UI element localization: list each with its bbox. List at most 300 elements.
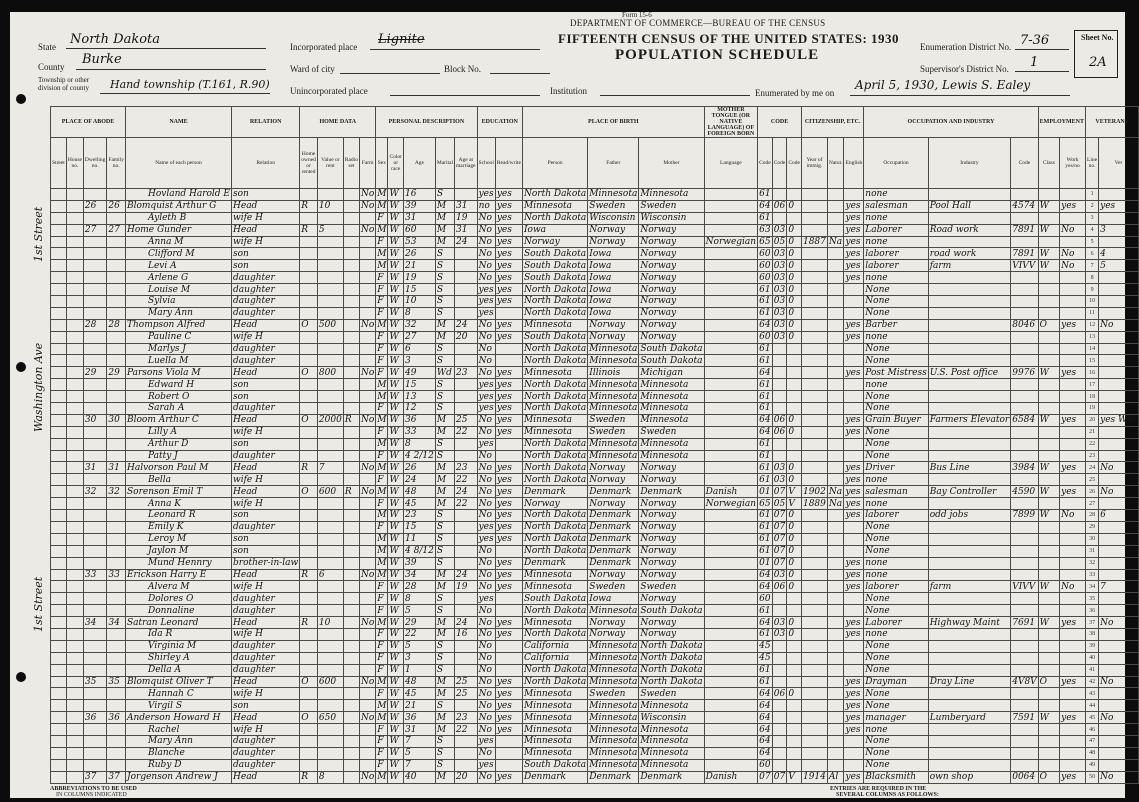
cell-wk xyxy=(1060,426,1086,438)
cell-eng xyxy=(844,343,864,355)
cell-oc: 4590 xyxy=(1011,486,1038,498)
cell-nat xyxy=(827,747,844,759)
cell-lang xyxy=(704,367,757,379)
cell-val: 2000 xyxy=(318,415,342,426)
cell-name: Sarah A xyxy=(125,403,231,415)
cell-oc: 7891 xyxy=(1011,224,1038,236)
cell-wk: yes xyxy=(1060,319,1086,331)
cell-wk: yes xyxy=(1060,771,1086,783)
cell-am xyxy=(455,284,478,296)
column-header: Industry xyxy=(928,138,1011,189)
cell-val: 650 xyxy=(317,712,343,724)
cell-pob: Minnesota xyxy=(522,319,587,331)
cell-sex: F xyxy=(376,426,388,438)
cell-name: Alvera M xyxy=(125,581,231,593)
cell-rel: daughter xyxy=(232,652,300,664)
cell-dw xyxy=(83,438,106,450)
cell-fam xyxy=(107,759,126,771)
cell-farm xyxy=(359,438,375,450)
cell-race: W xyxy=(388,379,404,391)
house-cell xyxy=(66,688,83,700)
cell-age: 1 xyxy=(404,664,436,676)
house-cell xyxy=(66,331,83,343)
cell-dw xyxy=(83,272,106,284)
cell-c3: V xyxy=(787,771,802,783)
cell-nat xyxy=(827,474,844,486)
column-header: Code xyxy=(787,138,802,189)
cell-am xyxy=(455,248,478,260)
cell-own xyxy=(300,510,318,522)
cell-nat xyxy=(827,403,844,415)
cell-dw xyxy=(83,557,106,569)
cell-oc xyxy=(1011,759,1038,771)
cell-nat xyxy=(827,688,844,700)
cell-fam xyxy=(107,747,126,759)
cell-mar: Wd xyxy=(435,367,454,379)
cell-cl xyxy=(1038,331,1059,343)
cell-name: Mary Ann xyxy=(125,307,231,319)
house-cell xyxy=(66,224,83,236)
cell-farm xyxy=(359,212,375,224)
cell-age: 29 xyxy=(404,617,436,629)
cell-vet xyxy=(1099,593,1138,605)
cell-c2: 07 xyxy=(773,534,786,545)
cell-val xyxy=(317,212,343,224)
cell-radio xyxy=(343,260,359,272)
cell-eng: yes xyxy=(844,236,864,248)
cell-lang xyxy=(704,581,757,593)
cell-c1: 60 xyxy=(759,593,771,604)
enum-district-label: Enumeration District No. xyxy=(920,42,1012,52)
cell-fam xyxy=(107,403,126,415)
cell-sch: No xyxy=(477,343,495,355)
cell-vet xyxy=(1099,296,1138,308)
ward-label: Ward of city xyxy=(290,64,335,74)
table-row xyxy=(51,284,1139,296)
cell-lang xyxy=(704,652,757,664)
line-number-cell: 16 xyxy=(1086,367,1099,379)
cell-farm xyxy=(359,343,375,355)
cell-c1: 65 xyxy=(759,237,771,247)
cell-eng: yes xyxy=(844,569,864,581)
cell-lang xyxy=(704,343,757,355)
cell-pob: South Dakota xyxy=(523,760,587,771)
cell-sex: M xyxy=(377,700,387,711)
cell-race: W xyxy=(388,200,404,212)
cell-radio xyxy=(343,367,359,379)
column-header: Sex xyxy=(376,138,388,189)
cell-oc: 7899 xyxy=(1011,510,1038,522)
cell-fpob: Denmark xyxy=(588,486,639,498)
cell-mpob: Wisconsin xyxy=(639,712,704,724)
cell-sch: No xyxy=(477,272,495,284)
cell-lang xyxy=(704,296,757,308)
cell-vet xyxy=(1099,640,1138,652)
cell-ind xyxy=(928,533,1011,545)
cell-c3: 0 xyxy=(787,462,802,474)
cell-c2 xyxy=(772,676,787,688)
cell-cl xyxy=(1038,747,1059,759)
cell-radio xyxy=(343,379,359,391)
cell-mpob: Minnesota xyxy=(639,724,704,736)
cell-fam xyxy=(107,605,126,617)
cell-eng xyxy=(844,747,864,759)
column-header: Code xyxy=(1011,138,1038,189)
cell-name: Patty J xyxy=(125,450,231,462)
cell-own xyxy=(300,735,318,747)
cell-vet xyxy=(1099,557,1138,569)
cell-age: 10 xyxy=(404,296,436,308)
cell-vet xyxy=(1099,605,1138,617)
cell-own xyxy=(300,628,318,640)
cell-c1: 61 xyxy=(759,355,771,366)
cell-c1: 64 xyxy=(759,688,771,699)
cell-race: W xyxy=(388,307,404,319)
cell-wk xyxy=(1060,498,1086,510)
cell-sch: No xyxy=(477,664,495,676)
cell-c1: 64 xyxy=(759,367,771,378)
cell-mpob: Norway xyxy=(639,521,704,533)
cell-mpob: Sweden xyxy=(639,581,704,593)
cell-sex: M xyxy=(377,712,387,723)
cell-sch: No xyxy=(477,319,495,331)
street-cell xyxy=(51,593,67,605)
cell-am: 22 xyxy=(455,724,478,736)
cell-c1: 60 xyxy=(759,332,771,343)
cell-ind: Road work xyxy=(928,224,1011,236)
cell-rw xyxy=(495,747,522,759)
cell-fam: 28 xyxy=(107,319,126,331)
cell-lang xyxy=(704,474,757,486)
cell-sch: No xyxy=(477,236,495,248)
cell-vet xyxy=(1099,652,1138,664)
cell-mar: S xyxy=(435,664,454,676)
cell-dw xyxy=(83,510,106,522)
cell-farm: No xyxy=(360,201,375,212)
cell-lang xyxy=(704,284,757,296)
cell-nat xyxy=(827,533,844,545)
cell-mar: M xyxy=(435,224,454,236)
cell-farm xyxy=(359,724,375,736)
cell-mpob: North Dakota xyxy=(640,653,703,664)
line-number-cell: 22 xyxy=(1086,438,1099,450)
cell-oc xyxy=(1011,426,1038,438)
cell-dw xyxy=(83,189,106,201)
cell-age: 26 xyxy=(404,462,436,474)
cell-mpob: South Dakota xyxy=(640,355,703,366)
cell-race: W xyxy=(388,486,404,498)
street-cell xyxy=(51,284,67,296)
cell-mar: M xyxy=(435,486,454,498)
cell-farm: No xyxy=(360,320,375,331)
cell-occ: None xyxy=(864,700,928,712)
cell-sch: No xyxy=(477,640,495,652)
cell-radio xyxy=(343,236,359,248)
cell-name: Levi A xyxy=(125,260,231,272)
cell-radio xyxy=(343,296,359,308)
cell-fpob: Denmark xyxy=(588,533,639,545)
cell-radio xyxy=(343,331,359,343)
cell-farm: No xyxy=(360,617,375,628)
cell-am: 24 xyxy=(455,319,478,331)
cell-c1: 61 xyxy=(759,605,771,616)
cell-dw xyxy=(83,248,106,260)
house-cell xyxy=(66,391,83,403)
cell-wk: No xyxy=(1060,581,1086,593)
cell-mar: S xyxy=(435,391,454,403)
cell-mar: M xyxy=(435,712,454,724)
cell-own xyxy=(300,688,318,700)
cell-rel: wife H xyxy=(232,581,300,593)
cell-farm: No xyxy=(360,415,375,426)
cell-own xyxy=(300,438,318,450)
table-row xyxy=(51,474,1139,486)
cell-oc xyxy=(1011,343,1038,355)
cell-fpob: Minnesota xyxy=(589,344,638,355)
cell-sex: F xyxy=(376,688,388,700)
cell-name: Donnaline xyxy=(125,605,231,617)
cell-sch: yes xyxy=(478,439,494,450)
cell-pob: North Dakota xyxy=(523,439,587,450)
street-cell xyxy=(51,189,67,201)
cell-vet xyxy=(1099,628,1138,640)
cell-oc xyxy=(1011,533,1038,545)
table-row xyxy=(51,617,1139,629)
cell-eng xyxy=(844,640,864,652)
section-header: PLACE OF BIRTH xyxy=(522,107,704,138)
cell-name: Anderson Howard H xyxy=(125,712,231,724)
cell-fam: 27 xyxy=(107,224,126,236)
cell-ind xyxy=(928,605,1011,617)
cell-cl xyxy=(1038,296,1059,308)
cell-nat xyxy=(827,426,844,438)
cell-pob: Denmark xyxy=(522,486,587,498)
line-number-cell: 32 xyxy=(1086,557,1099,569)
cell-farm xyxy=(359,510,375,522)
cell-rel: daughter xyxy=(232,272,300,284)
cell-c1: 61 xyxy=(759,462,771,473)
cell-pob: Norway xyxy=(522,236,587,248)
cell-mar: S xyxy=(435,759,454,771)
cell-dw xyxy=(83,664,106,676)
cell-lang xyxy=(704,248,757,260)
cell-fpob: Wisconsin xyxy=(588,212,639,224)
section-header: CITIZENSHIP, ETC. xyxy=(801,107,863,138)
cell-eng xyxy=(844,307,864,319)
cell-pob: North Dakota xyxy=(523,676,587,687)
cell-rw: yes xyxy=(495,474,522,486)
cell-own xyxy=(300,355,318,367)
cell-rel: wife H xyxy=(232,331,300,343)
column-header: Language xyxy=(704,138,757,189)
cell-am xyxy=(455,403,478,415)
cell-age: 21 xyxy=(404,700,436,712)
cell-sch: No xyxy=(477,747,495,759)
punch-hole xyxy=(16,672,26,682)
cell-sch: No xyxy=(477,474,495,486)
cell-imm xyxy=(801,450,827,462)
cell-rel: wife H xyxy=(232,212,300,224)
cell-own xyxy=(300,724,318,736)
cell-fam: 30 xyxy=(107,414,126,426)
cell-pob: North Dakota xyxy=(523,284,587,295)
cell-sex: F xyxy=(376,296,388,308)
cell-rel: wife H xyxy=(232,498,300,510)
cell-cl xyxy=(1038,284,1059,296)
block-label: Block No. xyxy=(444,64,481,74)
cell-imm xyxy=(801,260,827,272)
cell-c3: 0 xyxy=(787,617,802,629)
cell-radio xyxy=(343,498,359,510)
line-number-cell: 29 xyxy=(1086,521,1099,533)
cell-cl: W xyxy=(1038,581,1059,593)
cell-ind xyxy=(928,498,1011,510)
cell-c1: 64 xyxy=(759,617,771,628)
table-row xyxy=(51,426,1139,438)
cell-val xyxy=(317,735,343,747)
cell-mpob: Norway xyxy=(639,545,704,557)
cell-age: 31 xyxy=(404,724,436,736)
cell-vet xyxy=(1099,367,1138,379)
cell-own xyxy=(300,581,318,593)
cell-fam xyxy=(107,272,126,284)
cell-c3 xyxy=(787,700,802,712)
cell-cl xyxy=(1038,189,1059,201)
cell-fpob: Iowa xyxy=(588,296,639,308)
abbrev-sub: IN COLUMNS INDICATED xyxy=(56,792,127,798)
cell-lang xyxy=(704,605,757,617)
cell-c1: 61 xyxy=(759,189,771,200)
cell-lang xyxy=(704,735,757,747)
cell-val xyxy=(317,307,343,319)
cell-rw xyxy=(495,593,522,605)
cell-mpob: Minnesota xyxy=(639,438,704,450)
cell-wk xyxy=(1060,652,1086,664)
cell-dw xyxy=(83,331,106,343)
cell-rel: Head xyxy=(232,414,300,426)
house-cell xyxy=(66,712,83,724)
cell-rw xyxy=(495,438,522,450)
cell-name: Jorgenson Andrew J xyxy=(125,771,231,783)
line-number-cell: 43 xyxy=(1086,688,1099,700)
sheet-number-box xyxy=(1074,30,1118,78)
cell-sex: F xyxy=(376,284,388,296)
cell-rel: son xyxy=(232,545,300,557)
cell-name: Pauline C xyxy=(125,331,231,343)
cell-name: Virgil S xyxy=(125,700,231,712)
street-cell xyxy=(51,688,67,700)
cell-mar: M xyxy=(435,724,454,736)
cell-imm xyxy=(801,200,827,212)
cell-radio xyxy=(343,426,359,438)
cell-nat xyxy=(827,260,844,272)
table-row xyxy=(51,212,1139,224)
cell-eng: yes xyxy=(844,260,864,272)
cell-fpob: Norway xyxy=(588,319,639,331)
cell-sex: F xyxy=(376,355,388,367)
section-header: MOTHER TONGUE (OR NATIVE LANGUAGE) OF FOREIGN BORN xyxy=(704,107,757,138)
cell-sch: yes xyxy=(478,534,494,545)
cell-c1: 64 xyxy=(759,736,771,747)
cell-imm xyxy=(801,462,827,474)
table-row xyxy=(51,747,1139,759)
cell-sex: M xyxy=(377,189,387,200)
cell-pob: North Dakota xyxy=(523,296,587,307)
cell-am: 20 xyxy=(455,331,478,343)
cell-radio xyxy=(343,355,359,367)
cell-cl: W xyxy=(1038,712,1059,724)
cell-race: W xyxy=(388,450,404,462)
cell-pob: North Dakota xyxy=(523,665,587,676)
cell-am: 31 xyxy=(455,224,478,236)
cell-ind: own shop xyxy=(928,771,1011,783)
cell-eng: yes xyxy=(844,474,864,486)
cell-lang xyxy=(704,450,757,462)
cell-race: W xyxy=(388,640,404,652)
cell-own xyxy=(300,521,318,533)
cell-nat xyxy=(827,712,844,724)
street-cell xyxy=(51,712,67,724)
cell-dw xyxy=(83,450,106,462)
cell-occ: None xyxy=(864,605,928,617)
cell-ind xyxy=(928,426,1011,438)
cell-c2 xyxy=(772,700,787,712)
house-cell xyxy=(66,617,83,629)
cell-cl: W xyxy=(1038,224,1059,236)
cell-val xyxy=(317,498,343,510)
cell-mpob: Minnesota xyxy=(639,189,704,201)
cell-own xyxy=(300,379,318,391)
cell-fam xyxy=(107,236,126,248)
cell-dw xyxy=(83,688,106,700)
cell-c2 xyxy=(772,640,787,652)
cell-fam xyxy=(107,521,126,533)
cell-c2 xyxy=(772,450,787,462)
cell-c2 xyxy=(772,652,787,664)
cell-fam: 35 xyxy=(107,676,126,688)
cell-imm xyxy=(801,640,827,652)
cell-mar: S xyxy=(435,652,454,664)
cell-radio xyxy=(343,771,359,783)
table-row xyxy=(51,557,1139,569)
cell-occ: None xyxy=(864,438,928,450)
cell-mar: M xyxy=(435,474,454,486)
cell-occ: Drayman xyxy=(864,676,928,688)
cell-age: 45 xyxy=(404,688,436,700)
cell-wk xyxy=(1060,700,1086,712)
cell-rel: brother-in-law xyxy=(233,558,299,569)
cell-imm: 1902 xyxy=(802,486,826,497)
cell-age: 7 xyxy=(404,759,436,771)
house-cell xyxy=(66,735,83,747)
cell-mar: M xyxy=(435,676,454,688)
cell-ind xyxy=(928,593,1011,605)
cell-mpob: Minnesota xyxy=(639,735,704,747)
street-cell xyxy=(51,307,67,319)
cell-occ: None xyxy=(864,664,928,676)
cell-farm: No xyxy=(360,189,375,200)
cell-c2 xyxy=(772,735,787,747)
cell-nat: Na xyxy=(828,486,843,497)
cell-occ: none xyxy=(864,474,928,486)
cell-rel: daughter xyxy=(232,521,300,533)
cell-c2: 07 xyxy=(773,522,786,533)
cell-fam: 37 xyxy=(107,771,126,783)
cell-name: Bloom Arthur C xyxy=(125,414,231,426)
cell-mar: S xyxy=(435,260,454,272)
cell-val: 600 xyxy=(317,676,343,688)
table-row xyxy=(51,379,1139,391)
